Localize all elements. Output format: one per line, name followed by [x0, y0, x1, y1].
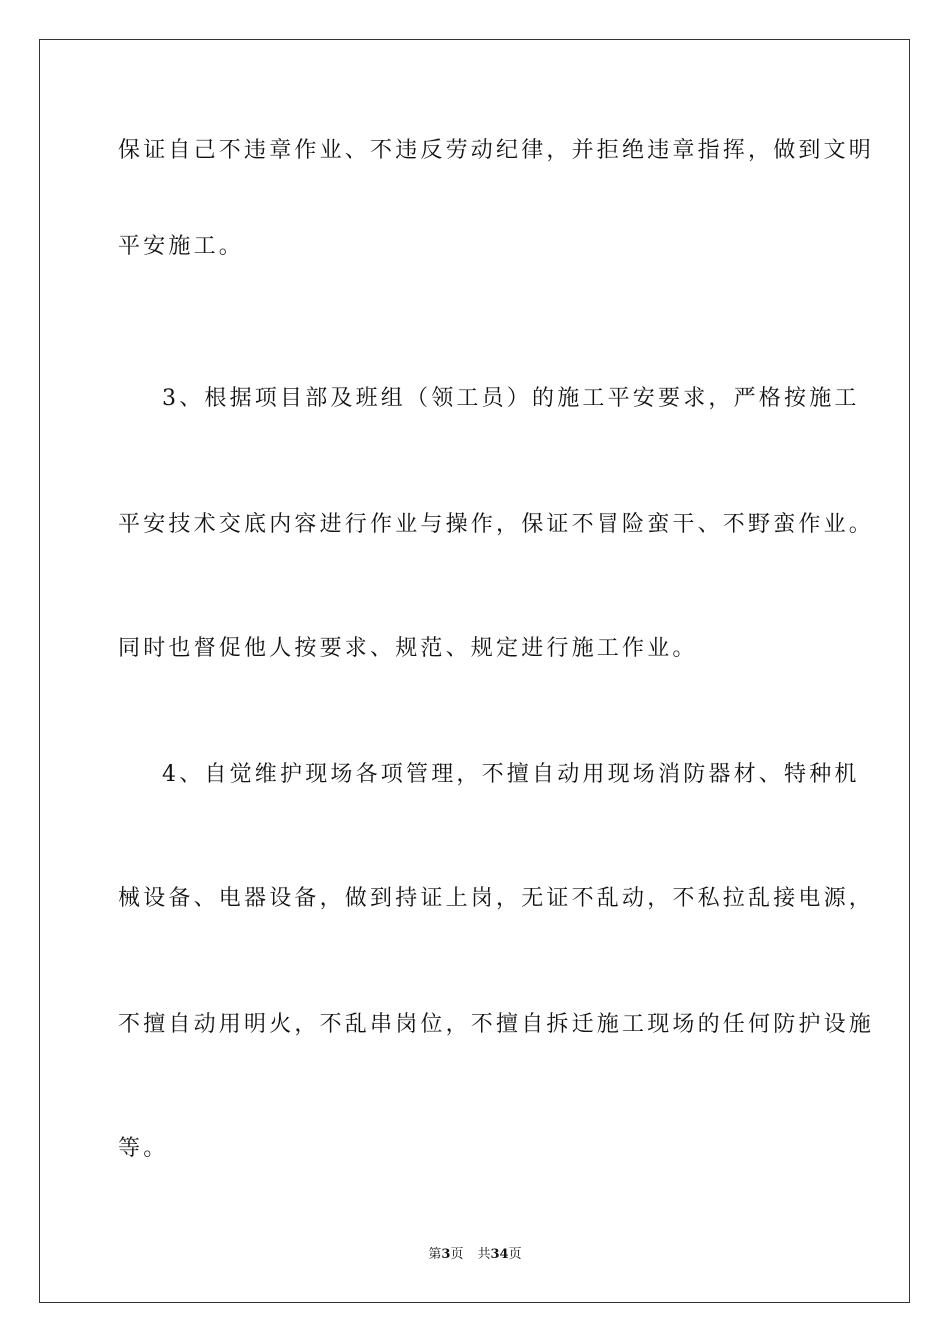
page-prefix: 第 [428, 1247, 442, 1262]
page-suffix: 页 [450, 1247, 464, 1262]
total-pages: 34 [490, 1247, 509, 1262]
body-line-6: 4、自觉维护现场各项管理，不擅自动用现场消防器材、特种机 [162, 762, 860, 787]
body-line-4: 平安技术交底内容进行作业与操作，保证不冒险蛮干、不野蛮作业。 [118, 512, 875, 537]
body-line-8: 不擅自动用明火，不乱串岗位，不擅自拆迁施工现场的任何防护设施 [118, 1012, 875, 1037]
body-line-7: 械设备、电器设备，做到持证上岗，无证不乱动，不私拉乱接电源， [118, 886, 875, 911]
page-number: 3 [441, 1247, 451, 1262]
page-footer [0, 1246, 950, 1264]
page-border [39, 39, 910, 1303]
total-suffix: 页 [508, 1247, 522, 1262]
body-line-5: 同时也督促他人按要求、规范、规定进行施工作业。 [118, 636, 698, 661]
body-line-3: 3、根据项目部及班组（领工员）的施工平安要求，严格按施工 [162, 386, 860, 411]
body-line-2: 平安施工。 [118, 234, 245, 259]
total-prefix: 共 [477, 1247, 491, 1262]
body-line-9: 等。 [118, 1136, 169, 1161]
body-line-1: 保证自己不违章作业、不违反劳动纪律，并拒绝违章指挥，做到文明 [118, 138, 875, 163]
